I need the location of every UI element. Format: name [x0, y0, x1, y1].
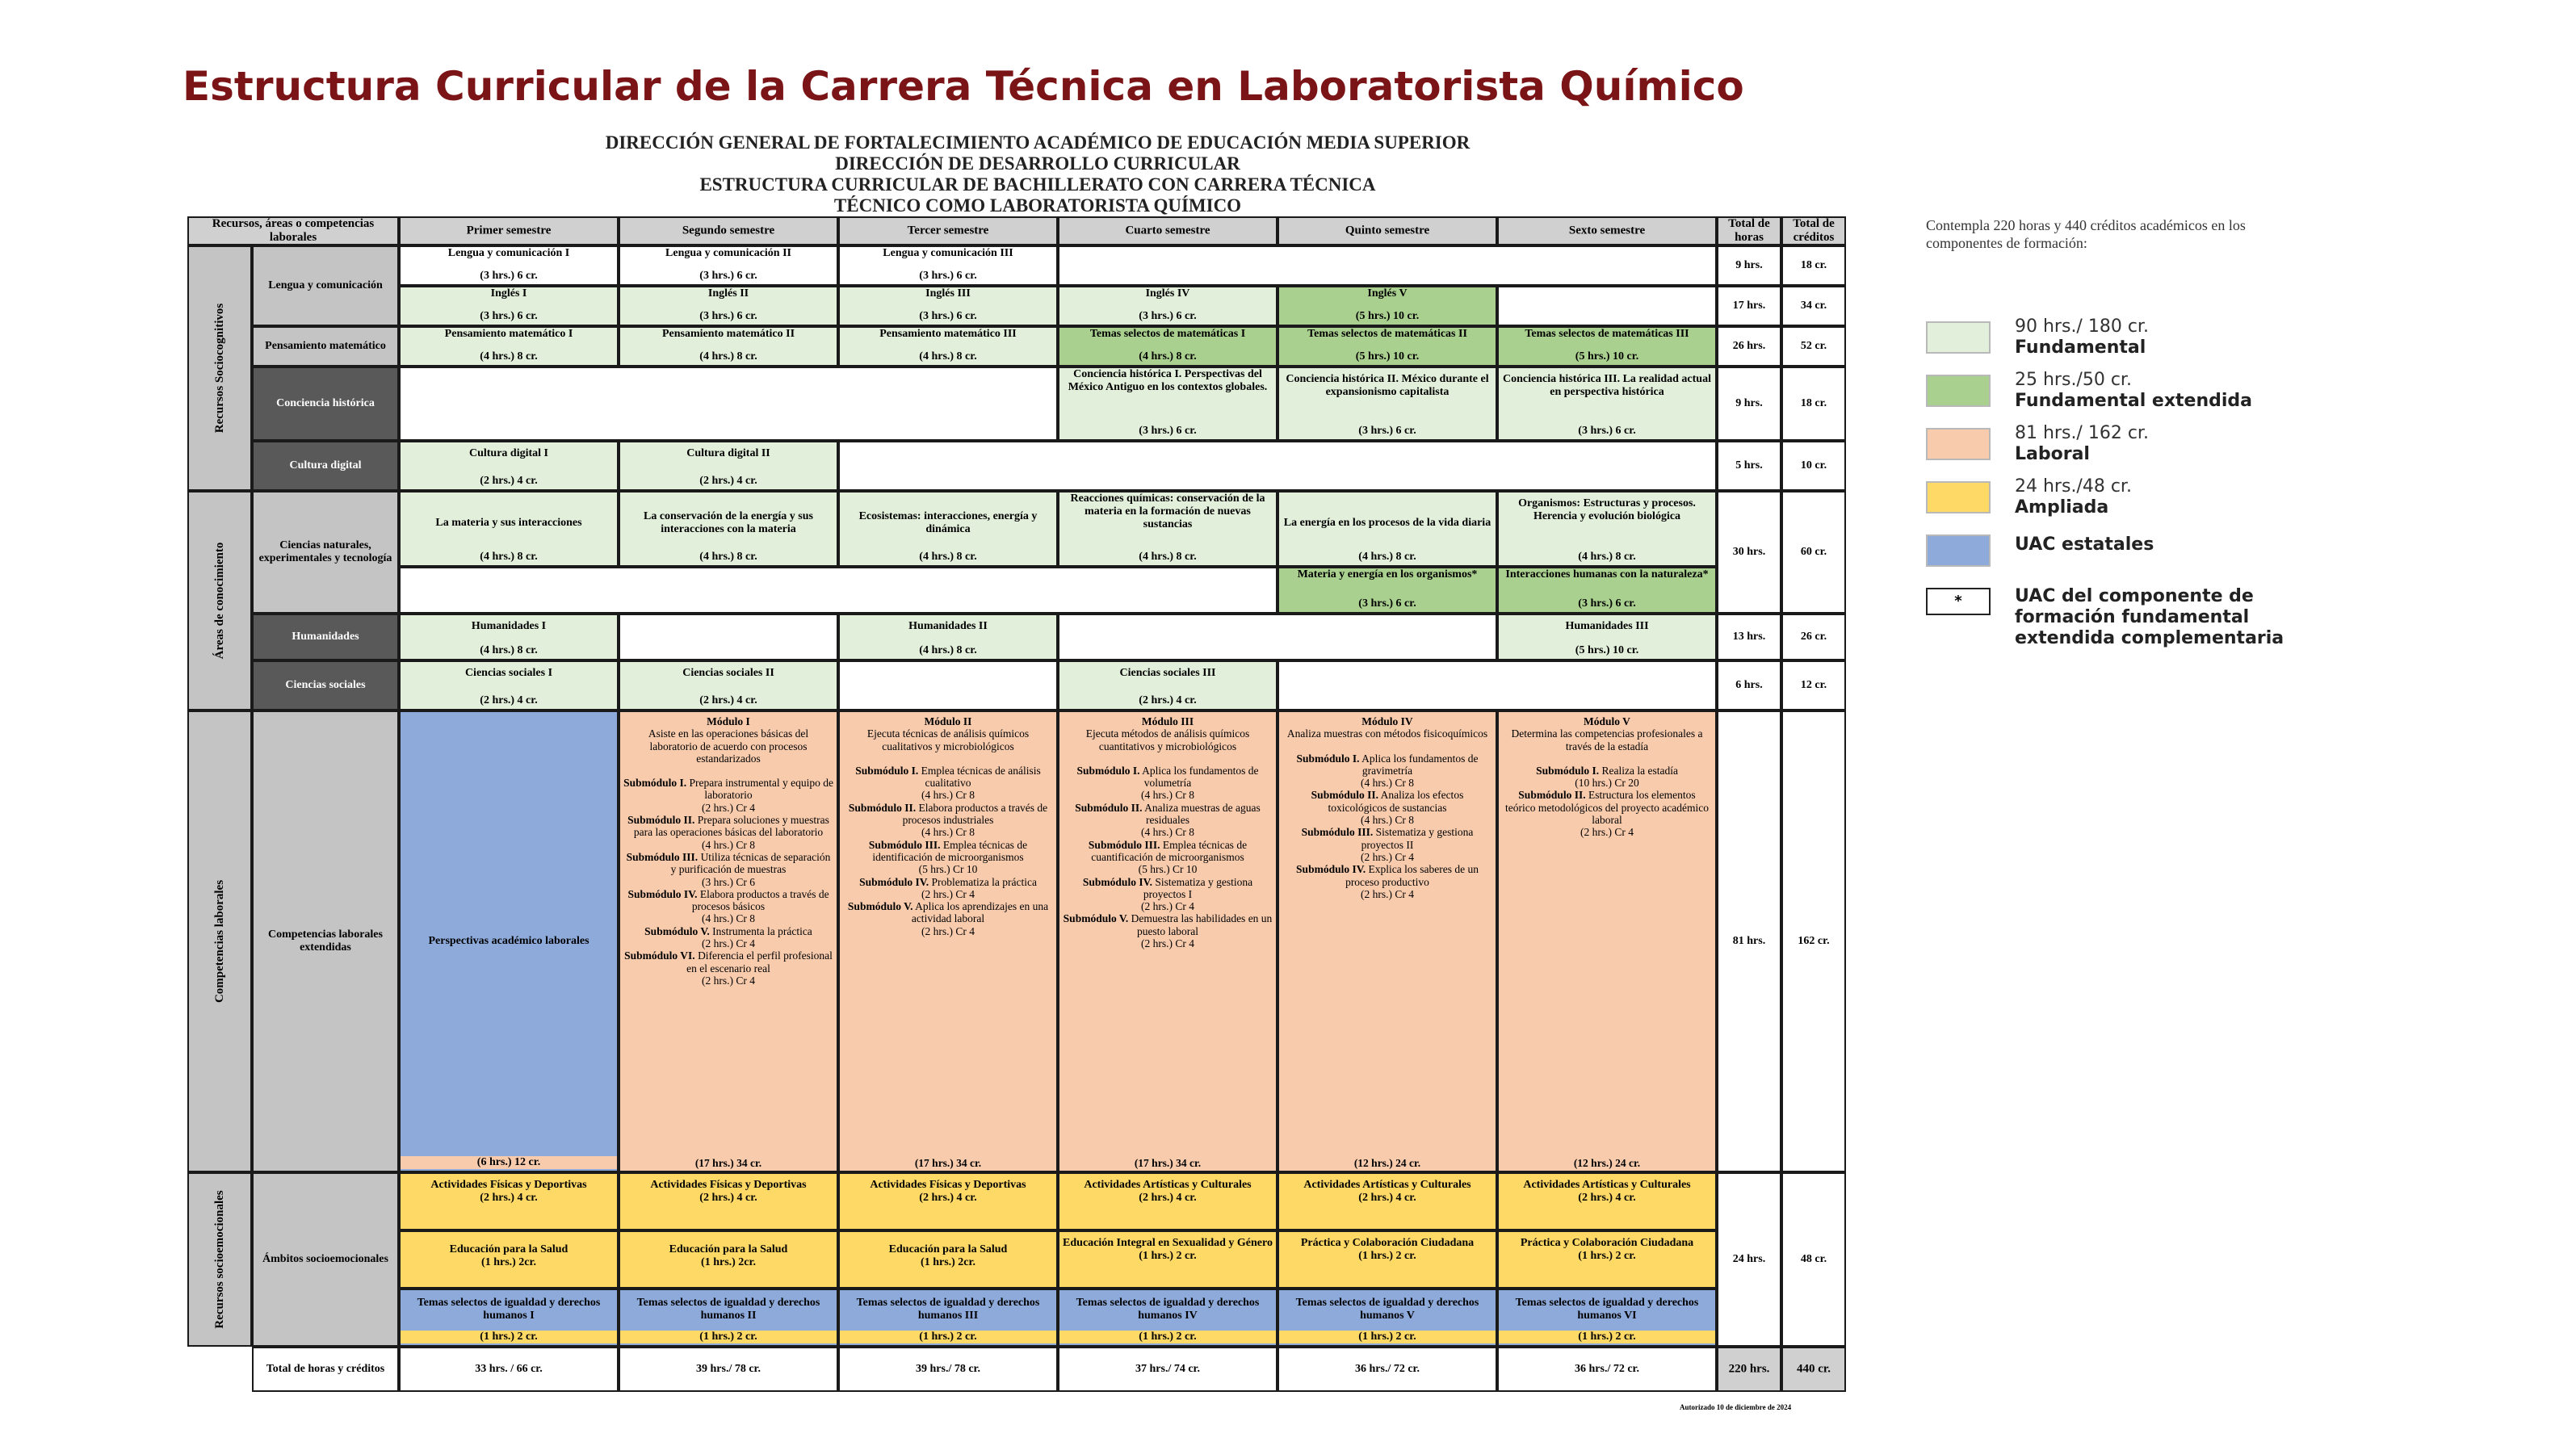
- area-pensamiento: Pensamiento matemático: [252, 326, 399, 367]
- subject-lengua-1: Lengua y comunicación I (3 hrs.) 6 cr.: [399, 245, 619, 286]
- subject-ciencias-4: Reacciones químicas: conservación de la materia en la formación de nuevas sustancias (4 hrs.) 8 cr.: [1058, 491, 1278, 567]
- subject-perspectivas-academico-laborales: Perspectivas académico laborales (6 hrs.) 12 cr.: [399, 710, 619, 1172]
- header-area: Recursos, áreas o competencias laborales: [187, 216, 399, 245]
- subject-ciencias-2: La conservación de la energía y sus interacciones con la materia (4 hrs.) 8 cr.: [619, 491, 838, 567]
- header-semester-1: Primer semestre: [399, 216, 619, 245]
- subject-actividades-artisticas-6: Actividades Artísticas y Culturales (2 hrs.) 4 cr.: [1497, 1172, 1717, 1230]
- module-4-total: (12 hrs.) 24 cr.: [1353, 1156, 1421, 1169]
- total-hours-competencias: 81 hrs.: [1717, 710, 1781, 1172]
- subject-temas-matematicas-3: Temas selectos de matemáticas III (5 hrs.) 10 cr.: [1497, 326, 1717, 367]
- subject-educacion-salud-2: Educación para la Salud (1 hrs.) 2cr.: [619, 1230, 838, 1289]
- subject-derechos-humanos-1: Temas selectos de igualdad y derechos humanos I (1 hrs.) 2 cr.: [399, 1289, 619, 1347]
- subject-conciencia-1: Conciencia histórica I. Perspectivas del México Antiguo en los contextos globales. (3 hrs.) 6 cr.: [1058, 367, 1278, 441]
- total-hours-sociales: 6 hrs.: [1717, 660, 1781, 710]
- total-credits-pensamiento: 52 cr.: [1781, 326, 1846, 367]
- asterisk-icon: *: [1926, 588, 1991, 615]
- area-competencias: Competencias laborales extendidas: [252, 710, 399, 1172]
- subject-ciencias-1: La materia y sus interacciones (4 hrs.) 8 cr.: [399, 491, 619, 567]
- empty-cell: [399, 367, 1058, 441]
- authorization-note: Autorizado 10 de diciembre de 2024: [1680, 1403, 1792, 1411]
- semester-5-total: 36 hrs./ 72 cr.: [1278, 1347, 1497, 1392]
- subject-ciencias-5: La energía en los procesos de la vida diaria (4 hrs.) 8 cr.: [1278, 491, 1497, 567]
- total-hours-lengua: 9 hrs.: [1717, 245, 1781, 286]
- subject-ingles-1: Inglés I (3 hrs.) 6 cr.: [399, 286, 619, 326]
- subject-lengua-3: Lengua y comunicación III (3 hrs.) 6 cr.: [838, 245, 1058, 286]
- subject-ciencias-6: Organismos: Estructuras y procesos. Herencia y evolución biológica (4 hrs.) 8 cr.: [1497, 491, 1717, 567]
- total-credits-ciencias: 60 cr.: [1781, 491, 1846, 614]
- total-hours-cultura: 5 hrs.: [1717, 441, 1781, 491]
- header-line-1: DIRECCIÓN GENERAL DE FORTALECIMIENTO ACADÉMICO DE EDUCACIÓN MEDIA SUPERIOR: [605, 132, 1471, 153]
- subject-cultura-2: Cultura digital II (2 hrs.) 4 cr.: [619, 441, 838, 491]
- area-cultura: Cultura digital: [252, 441, 399, 491]
- legend-note: Contempla 220 horas y 440 créditos académicos en los componentes de formación:: [1926, 217, 2246, 251]
- semester-4-total: 37 hrs./ 74 cr.: [1058, 1347, 1278, 1392]
- subject-actividades-artisticas-4: Actividades Artísticas y Culturales (2 hrs.) 4 cr.: [1058, 1172, 1278, 1230]
- legend: Contempla 220 horas y 440 créditos académicos en los componentes de formación: 90 hrs./ 180 cr. Fundamental 25 hrs./50 cr. Fundamental extendida 81 hrs./ 162 cr. Laboral 24 hrs./48 cr. Ampliada UAC estatales * UAC del componente de formación fundamental extendida complementaria: [1926, 217, 2284, 648]
- total-credits-lengua: 18 cr.: [1781, 245, 1846, 286]
- subject-conciencia-2: Conciencia histórica II. México durante el expansionismo capitalista (3 hrs.) 6 cr.: [1278, 367, 1497, 441]
- subject-practica-colaboracion-6: Práctica y Colaboración Ciudadana (1 hrs.) 2 cr.: [1497, 1230, 1717, 1289]
- empty-cell: [1058, 245, 1717, 286]
- total-credits-humanidades: 26 cr.: [1781, 614, 1846, 660]
- subject-practica-colaboracion-5: Práctica y Colaboración Ciudadana (1 hrs.) 2 cr.: [1278, 1230, 1497, 1289]
- total-hours-socioemocionales: 24 hrs.: [1717, 1172, 1781, 1347]
- empty-cell: [1278, 660, 1717, 710]
- empty-cell: [1497, 286, 1717, 326]
- subject-ingles-4: Inglés IV (3 hrs.) 6 cr.: [1058, 286, 1278, 326]
- subject-ingles-3: Inglés III (3 hrs.) 6 cr.: [838, 286, 1058, 326]
- subject-cultura-1: Cultura digital I (2 hrs.) 4 cr.: [399, 441, 619, 491]
- subject-actividades-artisticas-5: Actividades Artísticas y Culturales (2 hrs.) 4 cr.: [1278, 1172, 1497, 1230]
- module-1-total: (17 hrs.) 34 cr.: [694, 1156, 762, 1169]
- subject-actividades-fisicas-1: Actividades Físicas y Deportivas (2 hrs.) 4 cr.: [399, 1172, 619, 1230]
- total-credits-ingles: 34 cr.: [1781, 286, 1846, 326]
- subject-temas-matematicas-1: Temas selectos de matemáticas I (4 hrs.) 8 cr.: [1058, 326, 1278, 367]
- empty-cell: [619, 614, 838, 660]
- group-label-areas: Áreas de conocimiento: [187, 491, 252, 710]
- subject-ciencias-3: Ecosistemas: interacciones, energía y dinámica (4 hrs.) 8 cr.: [838, 491, 1058, 567]
- legend-swatch: [1926, 481, 1991, 513]
- subject-temas-matematicas-2: Temas selectos de matemáticas II (5 hrs.) 10 cr.: [1278, 326, 1497, 367]
- subject-pensamiento-2: Pensamiento matemático II (4 hrs.) 8 cr.: [619, 326, 838, 367]
- header-line-4: TÉCNICO COMO LABORATORISTA QUÍMICO: [833, 195, 1242, 216]
- total-credits-conciencia: 18 cr.: [1781, 367, 1846, 441]
- subject-actividades-fisicas-2: Actividades Físicas y Deportivas (2 hrs.) 4 cr.: [619, 1172, 838, 1230]
- semester-6-total: 36 hrs./ 72 cr.: [1497, 1347, 1717, 1392]
- total-credits-socioemocionales: 48 cr.: [1781, 1172, 1846, 1347]
- total-credits-sociales: 12 cr.: [1781, 660, 1846, 710]
- module-4: Módulo IV Analiza muestras con métodos fisicoquímicos Submódulo I. Aplica los fundamentos de gravimetría (4 hrs.) Cr 8 Submódulo II. Analiza los efectos toxicológicos de sustancias (4 hrs.) Cr 8 Submódulo III. Sistematiza y gestiona proyectos II (2 hrs.) Cr 4 Submódulo IV. Explica los saberes de un proceso productivo (2 hrs.) Cr 4 (12 hrs.) 24 cr.: [1278, 710, 1497, 1172]
- header-line-3: ESTRUCTURA CURRICULAR DE BACHILLERATO CON CARRERA TÉCNICA: [699, 174, 1376, 195]
- curriculum-table: [187, 216, 1904, 1408]
- semester-1-total: 33 hrs. / 66 cr.: [399, 1347, 619, 1392]
- subject-humanidades-1: Humanidades I (4 hrs.) 8 cr.: [399, 614, 619, 660]
- subject-sociales-3: Ciencias sociales III (2 hrs.) 4 cr.: [1058, 660, 1278, 710]
- empty-cell: [1058, 614, 1497, 660]
- subject-derechos-humanos-2: Temas selectos de igualdad y derechos humanos II (1 hrs.) 2 cr.: [619, 1289, 838, 1347]
- grand-total-hours: 220 hrs.: [1717, 1347, 1781, 1392]
- area-ambitos: Ámbitos socioemocionales: [252, 1172, 399, 1347]
- subject-sociales-1: Ciencias sociales I (2 hrs.) 4 cr.: [399, 660, 619, 710]
- subject-actividades-fisicas-3: Actividades Físicas y Deportivas (2 hrs.) 4 cr.: [838, 1172, 1058, 1230]
- legend-swatch: [1926, 534, 1991, 567]
- subject-pensamiento-3: Pensamiento matemático III (4 hrs.) 8 cr.: [838, 326, 1058, 367]
- empty-cell: [838, 660, 1058, 710]
- module-3-total: (17 hrs.) 34 cr.: [1134, 1156, 1202, 1169]
- grand-total-credits: 440 cr.: [1781, 1347, 1846, 1392]
- module-5: Módulo V Determina las competencias profesionales a través de la estadía Submódulo I. Realiza la estadía (10 hrs.) Cr 20 Submódulo II. Estructura los elementos teórico metodológicos del proyecto académico laboral (2 hrs.) Cr 4 (12 hrs.) 24 cr.: [1497, 710, 1717, 1172]
- header-total-hours: Total de horas: [1717, 216, 1781, 245]
- module-5-total: (12 hrs.) 24 cr.: [1573, 1156, 1641, 1169]
- empty-cell: [399, 567, 1278, 614]
- legend-swatch: [1926, 321, 1991, 354]
- total-hours-ciencias: 30 hrs.: [1717, 491, 1781, 614]
- subject-educacion-salud-1: Educación para la Salud (1 hrs.) 2cr.: [399, 1230, 619, 1289]
- semester-2-total: 39 hrs./ 78 cr.: [619, 1347, 838, 1392]
- subject-sociales-2: Ciencias sociales II (2 hrs.) 4 cr.: [619, 660, 838, 710]
- area-lengua: Lengua y comunicación: [252, 245, 399, 326]
- header-semester-5: Quinto semestre: [1278, 216, 1497, 245]
- semester-3-total: 39 hrs./ 78 cr.: [838, 1347, 1058, 1392]
- module-3: Módulo III Ejecuta métodos de análisis químicos cuantitativos y microbiológicos Submódulo I. Aplica los fundamentos de volumetría (4 hrs.) Cr 8 Submódulo II. Analiza muestras de aguas residuales (4 hrs.) Cr 8 Submódulo III. Emplea técnicas de cuantificación de microorganismos (5 hrs.) Cr 10 Submódulo IV. Sistematiza y gestiona proyectos I (2 hrs.) Cr 4 Submódulo V. Demuestra las habilidades en un puesto laboral (2 hrs.) Cr 4 (17 hrs.) 34 cr.: [1058, 710, 1278, 1172]
- area-ciencias: Ciencias naturales, experimentales y tecnología: [252, 491, 399, 614]
- area-sociales: Ciencias sociales: [252, 660, 399, 710]
- subject-humanidades-3: Humanidades III (5 hrs.) 10 cr.: [1497, 614, 1717, 660]
- header-semester-2: Segundo semestre: [619, 216, 838, 245]
- total-hours-pensamiento: 26 hrs.: [1717, 326, 1781, 367]
- area-conciencia: Conciencia histórica: [252, 367, 399, 441]
- header-semester-6: Sexto semestre: [1497, 216, 1717, 245]
- subject-derechos-humanos-5: Temas selectos de igualdad y derechos humanos V (1 hrs.) 2 cr.: [1278, 1289, 1497, 1347]
- subject-ingles-5: Inglés V (5 hrs.) 10 cr.: [1278, 286, 1497, 326]
- area-humanidades: Humanidades: [252, 614, 399, 660]
- subject-derechos-humanos-6: Temas selectos de igualdad y derechos humanos VI (1 hrs.) 2 cr.: [1497, 1289, 1717, 1347]
- header-semester-3: Tercer semestre: [838, 216, 1058, 245]
- empty-cell: [838, 441, 1717, 491]
- subject-derechos-humanos-3: Temas selectos de igualdad y derechos humanos III (1 hrs.) 2 cr.: [838, 1289, 1058, 1347]
- slide-title: Estructura Curricular de la Carrera Técnica en Laboratorista Químico: [183, 63, 1744, 110]
- group-label-sociocognitivos: Recursos Sociocognitivos: [187, 245, 252, 491]
- subject-educacion-salud-3: Educación para la Salud (1 hrs.) 2cr.: [838, 1230, 1058, 1289]
- total-hours-ingles: 17 hrs.: [1717, 286, 1781, 326]
- module-2: Módulo II Ejecuta técnicas de análisis químicos cualitativos y microbiológicos Submódulo I. Emplea técnicas de análisis cualitativo (4 hrs.) Cr 8 Submódulo II. Elabora productos a través de procesos industriales (4 hrs.) Cr 8 Submódulo III. Emplea técnicas de identificación de microorganismos (5 hrs.) Cr 10 Submódulo IV. Problematiza la práctica (2 hrs.) Cr 4 Submódulo V. Aplica los aprendizajes en una actividad laboral (2 hrs.) Cr 4 (17 hrs.) 34 cr.: [838, 710, 1058, 1172]
- subject-humanidades-2: Humanidades II (4 hrs.) 8 cr.: [838, 614, 1058, 660]
- header-total-credits: Total de créditos: [1781, 216, 1846, 245]
- legend-swatch: [1926, 375, 1991, 407]
- group-label-socioemocionales: Recursos socioemocionales: [187, 1172, 252, 1347]
- subject-pensamiento-1: Pensamiento matemático I (4 hrs.) 8 cr.: [399, 326, 619, 367]
- subject-lengua-2: Lengua y comunicación II (3 hrs.) 6 cr.: [619, 245, 838, 286]
- module-2-total: (17 hrs.) 34 cr.: [914, 1156, 982, 1169]
- total-hours-conciencia: 9 hrs.: [1717, 367, 1781, 441]
- document-header: [533, 132, 1542, 216]
- total-credits-competencias: 162 cr.: [1781, 710, 1846, 1172]
- subject-materia-energia: Materia y energía en los organismos* (3 hrs.) 6 cr.: [1278, 567, 1497, 614]
- header-semester-4: Cuarto semestre: [1058, 216, 1278, 245]
- subject-conciencia-3: Conciencia histórica III. La realidad actual en perspectiva histórica (3 hrs.) 6 cr.: [1497, 367, 1717, 441]
- area-total: Total de horas y créditos: [252, 1347, 399, 1392]
- total-hours-humanidades: 13 hrs.: [1717, 614, 1781, 660]
- module-1: Módulo I Asiste en las operaciones básicas del laboratorio de acuerdo con procesos estandarizados Submódulo I. Prepara instrumental y equipo de laboratorio (2 hrs.) Cr 4 Submódulo II. Prepara soluciones y muestras para las operaciones básicas del laboratorio (4 hrs.) Cr 8 Submódulo III. Utiliza técnicas de separación y purificación de muestras (3 hrs.) Cr 6 Submódulo IV. Elabora productos a través de procesos básicos (4 hrs.) Cr 8 Submódulo V. Instrumenta la práctica (2 hrs.) Cr 4 Submódulo VI. Diferencia el perfil profesional en el escenario real (2 hrs.) Cr 4 (17 hrs.) 34 cr.: [619, 710, 838, 1172]
- total-credits-cultura: 10 cr.: [1781, 441, 1846, 491]
- subject-interacciones-humanas: Interacciones humanas con la naturaleza* (3 hrs.) 6 cr.: [1497, 567, 1717, 614]
- subject-derechos-humanos-4: Temas selectos de igualdad y derechos humanos IV (1 hrs.) 2 cr.: [1058, 1289, 1278, 1347]
- group-label-competencias: Competencias laborales: [187, 710, 252, 1172]
- header-line-2: DIRECCIÓN DE DESARROLLO CURRICULAR: [835, 153, 1240, 174]
- legend-swatch: [1926, 428, 1991, 460]
- subject-educacion-integral-4: Educación Integral en Sexualidad y Género (1 hrs.) 2 cr.: [1058, 1230, 1278, 1289]
- subject-ingles-2: Inglés II (3 hrs.) 6 cr.: [619, 286, 838, 326]
